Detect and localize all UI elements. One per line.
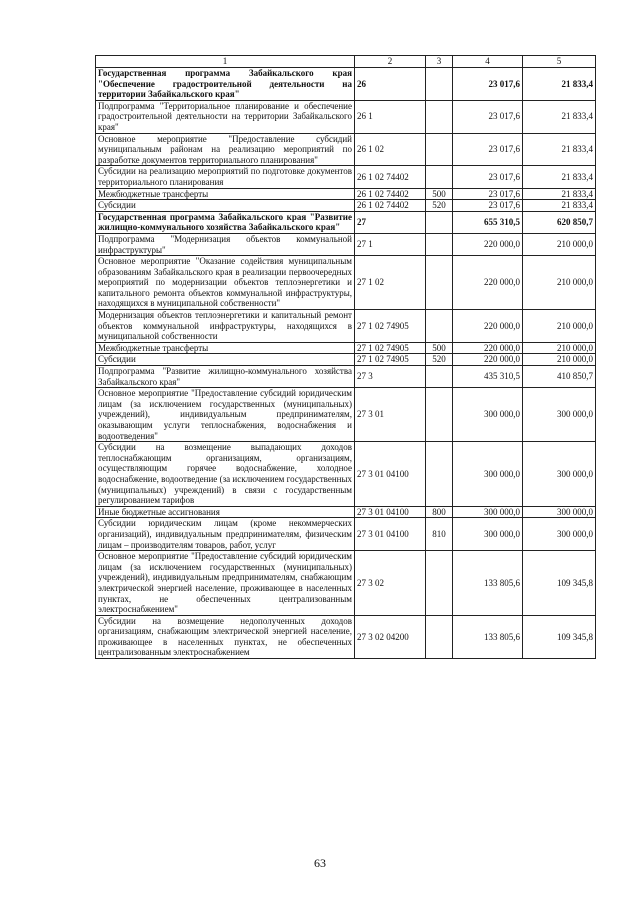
row-code-cell: 27 1 02 74905 <box>355 342 426 354</box>
table-row <box>96 388 596 442</box>
row-code-cell: 27 3 01 <box>355 388 426 442</box>
row-code-cell: 27 3 02 <box>355 551 426 616</box>
row-value-col4-cell: 220 000,0 <box>453 256 523 310</box>
page-number: 63 <box>314 856 326 870</box>
table-row <box>96 366 596 388</box>
row-type-cell <box>426 133 453 166</box>
row-name-cell: Субсидии на возмещение выпадающих доходов теплоснабжающим организациям, организациям, осуществляющим горячее водоснабжение, холодное водоснабжение, водоотведение (за исключением государственных (муниципальных) учреждений) в связи с государственным регулированием тарифов <box>96 442 355 507</box>
row-value-col5-cell: 210 000,0 <box>523 354 596 366</box>
row-value-col5-cell: 410 850,7 <box>523 366 596 388</box>
row-code-cell: 26 1 02 74402 <box>355 200 426 212</box>
row-value-col4-cell: 133 805,6 <box>453 551 523 616</box>
table-row <box>96 100 596 133</box>
row-type-cell <box>426 310 453 343</box>
row-code-cell: 26 1 <box>355 100 426 133</box>
row-value-col4-cell: 23 017,6 <box>453 200 523 212</box>
row-value-col5-cell: 21 833,4 <box>523 200 596 212</box>
row-value-col5-cell: 109 345,8 <box>523 615 596 658</box>
row-name-cell: Межбюджетные трансферты <box>96 342 355 354</box>
row-name-cell: Субсидии на возмещение недополученных доходов организациям, снабжающим электрической энергией население, проживающее в населенных пунктах, не обеспеченных централизованным электроснабжением <box>96 615 355 658</box>
row-type-cell <box>426 388 453 442</box>
row-type-cell <box>426 366 453 388</box>
row-code-cell: 27 3 02 04200 <box>355 615 426 658</box>
table-row <box>96 442 596 507</box>
row-name-cell: Иные бюджетные ассигнования <box>96 506 355 518</box>
row-name-cell: Подпрограмма "Территориальное планирование и обеспечение градостроительной деятельности на территории Забайкальского края" <box>96 100 355 133</box>
row-type-cell <box>426 442 453 507</box>
table-row <box>96 133 596 166</box>
row-value-col4-cell: 300 000,0 <box>453 388 523 442</box>
row-code-cell: 27 3 <box>355 366 426 388</box>
row-code-cell: 26 1 02 74402 <box>355 188 426 200</box>
table-row <box>96 256 596 310</box>
row-value-col5-cell: 21 833,4 <box>523 188 596 200</box>
row-name-cell: Подпрограмма "Модернизация объектов коммунальной инфраструктуры" <box>96 233 355 255</box>
row-value-col4-cell: 220 000,0 <box>453 233 523 255</box>
row-name-cell: Субсидии <box>96 354 355 366</box>
table-row <box>96 615 596 658</box>
row-code-cell: 26 1 02 <box>355 133 426 166</box>
row-name-cell: Основное мероприятие "Предоставление субсидий юридическим лицам (за исключением государственных (муниципальных) учреждений), индивидуальным предпринимателям, оказывающим услуги теплоснабжения, водоснабжения и водоотведения" <box>96 388 355 442</box>
row-code-cell: 27 3 01 04100 <box>355 506 426 518</box>
row-value-col5-cell: 300 000,0 <box>523 506 596 518</box>
row-value-col5-cell: 210 000,0 <box>523 233 596 255</box>
table-row <box>96 354 596 366</box>
row-code-cell: 27 3 01 04100 <box>355 518 426 551</box>
row-value-col4-cell: 23 017,6 <box>453 100 523 133</box>
row-type-cell: 810 <box>426 518 453 551</box>
table-row <box>96 68 596 101</box>
table-row <box>96 506 596 518</box>
row-type-cell <box>426 256 453 310</box>
row-code-cell: 27 3 01 04100 <box>355 442 426 507</box>
row-type-cell <box>426 615 453 658</box>
row-value-col5-cell: 300 000,0 <box>523 442 596 507</box>
row-code-cell: 27 1 02 74905 <box>355 354 426 366</box>
row-type-cell <box>426 211 453 233</box>
table-row <box>96 518 596 551</box>
row-type-cell <box>426 233 453 255</box>
header-col-1: 1 <box>96 56 355 68</box>
row-type-cell <box>426 68 453 101</box>
row-name-cell: Государственная программа Забайкальского края "Обеспечение градостроительной деятельности на территории Забайкальского края" <box>96 68 355 101</box>
row-name-cell: Субсидии юридическим лицам (кроме некоммерческих организаций), индивидуальным предпринимателям, физическим лицам – производителям товаров, работ, услуг <box>96 518 355 551</box>
row-name-cell: Модернизация объектов теплоэнергетики и капитальный ремонт объектов коммунальной инфраструктуры, находящихся в муниципальной собственности <box>96 310 355 343</box>
table-row <box>96 200 596 212</box>
row-value-col4-cell: 300 000,0 <box>453 442 523 507</box>
row-value-col5-cell: 210 000,0 <box>523 342 596 354</box>
row-code-cell: 27 1 02 <box>355 256 426 310</box>
row-value-col4-cell: 133 805,6 <box>453 615 523 658</box>
row-value-col4-cell: 435 310,5 <box>453 366 523 388</box>
row-name-cell: Межбюджетные трансферты <box>96 188 355 200</box>
row-type-cell <box>426 551 453 616</box>
row-value-col5-cell: 109 345,8 <box>523 551 596 616</box>
row-value-col4-cell: 655 310,5 <box>453 211 523 233</box>
row-type-cell: 500 <box>426 342 453 354</box>
row-value-col5-cell: 300 000,0 <box>523 518 596 551</box>
row-value-col4-cell: 23 017,6 <box>453 68 523 101</box>
table-row <box>96 551 596 616</box>
row-type-cell: 800 <box>426 506 453 518</box>
row-name-cell: Основное мероприятие "Предоставление субсидий муниципальным районам на реализацию мероприятий по разработке документов территориального планирования" <box>96 133 355 166</box>
row-code-cell: 26 1 02 74402 <box>355 166 426 188</box>
table-row <box>96 233 596 255</box>
row-name-cell: Государственная программа Забайкальского края "Развитие жилищно-коммунального хозяйства Забайкальского края" <box>96 211 355 233</box>
row-name-cell: Основное мероприятие "Оказание содействия муниципальным образованиям Забайкальского края в реализации первоочередных мероприятий по модернизации объектов теплоэнергетики и капитального ремонта объектов коммунальной инфраструктуры, находящихся в муниципальной собственности" <box>96 256 355 310</box>
row-type-cell: 520 <box>426 200 453 212</box>
row-value-col4-cell: 23 017,6 <box>453 133 523 166</box>
budget-table <box>95 55 596 659</box>
table-row <box>96 310 596 343</box>
row-value-col5-cell: 300 000,0 <box>523 388 596 442</box>
row-value-col5-cell: 21 833,4 <box>523 68 596 101</box>
header-col-5: 5 <box>523 56 596 68</box>
row-type-cell: 500 <box>426 188 453 200</box>
row-value-col4-cell: 220 000,0 <box>453 310 523 343</box>
row-value-col5-cell: 21 833,4 <box>523 166 596 188</box>
row-code-cell: 27 1 <box>355 233 426 255</box>
header-col-4: 4 <box>453 56 523 68</box>
row-name-cell: Субсидии <box>96 200 355 212</box>
row-value-col5-cell: 620 850,7 <box>523 211 596 233</box>
table-row <box>96 211 596 233</box>
row-type-cell: 520 <box>426 354 453 366</box>
row-name-cell: Основное мероприятие "Предоставление субсидий юридическим лицам (за исключением государственных (муниципальных) учреждений), индивидуальным предпринимателям, снабжающим электрической энергией население, проживающее в населенных пунктах, не обеспеченных централизованным электроснабжением" <box>96 551 355 616</box>
row-code-cell: 26 <box>355 68 426 101</box>
row-value-col5-cell: 21 833,4 <box>523 133 596 166</box>
row-value-col4-cell: 220 000,0 <box>453 342 523 354</box>
row-type-cell <box>426 166 453 188</box>
row-code-cell: 27 1 02 74905 <box>355 310 426 343</box>
row-value-col4-cell: 300 000,0 <box>453 506 523 518</box>
table-header-row <box>96 56 596 68</box>
row-value-col5-cell: 210 000,0 <box>523 256 596 310</box>
table-row <box>96 166 596 188</box>
row-value-col5-cell: 21 833,4 <box>523 100 596 133</box>
row-code-cell: 27 <box>355 211 426 233</box>
row-name-cell: Подпрограмма "Развитие жилищно-коммунального хозяйства Забайкальского края" <box>96 366 355 388</box>
row-value-col4-cell: 220 000,0 <box>453 354 523 366</box>
table-row <box>96 188 596 200</box>
row-type-cell <box>426 100 453 133</box>
row-name-cell: Субсидии на реализацию мероприятий по подготовке документов территориального планирования <box>96 166 355 188</box>
table-body <box>96 56 596 659</box>
row-value-col4-cell: 23 017,6 <box>453 188 523 200</box>
header-col-3: 3 <box>426 56 453 68</box>
row-value-col5-cell: 210 000,0 <box>523 310 596 343</box>
row-value-col4-cell: 300 000,0 <box>453 518 523 551</box>
row-value-col4-cell: 23 017,6 <box>453 166 523 188</box>
header-col-2: 2 <box>355 56 426 68</box>
table-row <box>96 342 596 354</box>
